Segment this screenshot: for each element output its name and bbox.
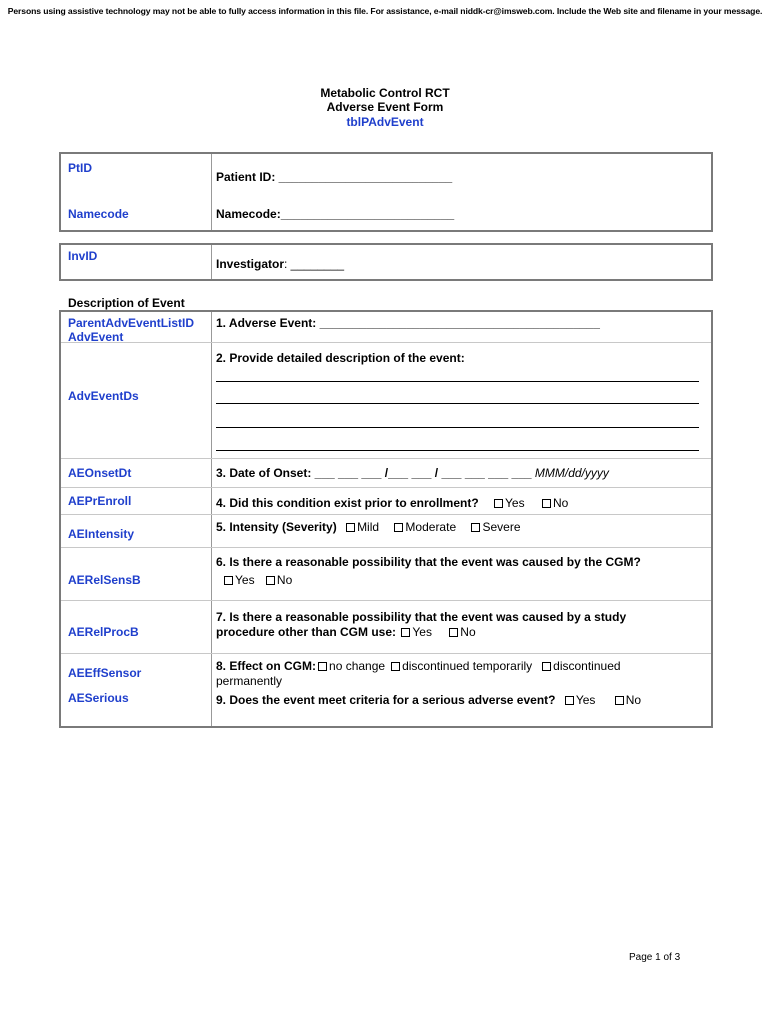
field-ptid: PtID	[68, 161, 92, 175]
field-adveventds: AdvEventDs	[68, 389, 139, 403]
page-number: Page 1 of 3	[629, 952, 681, 963]
checkbox-discontinued-temporarily[interactable]	[391, 662, 400, 671]
checkbox-no[interactable]	[615, 696, 624, 705]
checkbox-yes[interactable]	[224, 576, 233, 585]
accessibility-notice: Persons using assistive technology may not be able to fully access information in this file. For assistance, e-mail niddk-cr@imsweb.com. Include the Web site and filename in your message.	[7, 6, 763, 16]
row-separator	[61, 458, 711, 459]
column-divider	[211, 312, 212, 726]
answer-line	[216, 427, 699, 428]
option-no: No	[625, 693, 642, 707]
checkbox-yes[interactable]	[494, 499, 503, 508]
investigator-blank: : ________	[284, 257, 345, 271]
row-separator	[61, 600, 711, 601]
namecode-question: Namecode:__________________________	[216, 207, 455, 221]
checkbox-severe[interactable]	[471, 523, 480, 532]
cgm-effect-continuation: permanently	[216, 674, 283, 688]
form-title: Metabolic Control RCT	[320, 86, 450, 100]
onset-date-question	[216, 466, 609, 480]
row-separator	[61, 653, 711, 654]
option-yes: Yes	[235, 573, 255, 587]
checkbox-no[interactable]	[542, 499, 551, 508]
checkbox-discontinued[interactable]	[542, 662, 551, 671]
option-no: No	[460, 625, 476, 639]
field-aeserious: AESerious	[68, 691, 129, 705]
form-subtitle: Adverse Event Form	[326, 100, 444, 114]
procedure-cause-question-cont	[216, 625, 476, 639]
field-parentadveventlistid: ParentAdvEventListID	[68, 316, 195, 330]
serious-event-question	[216, 693, 641, 707]
answer-line	[216, 450, 699, 451]
option-no: No	[276, 573, 293, 587]
field-invid: InvID	[68, 249, 98, 263]
procedure-cause-question: 7. Is there a reasonable possibility that the event was caused by a study	[216, 610, 627, 624]
cgm-effect-label: 8. Effect on CGM:	[216, 659, 317, 673]
intensity-question	[216, 520, 521, 534]
cgm-effect-question	[216, 659, 621, 673]
option-discontinued-temporarily: discontinued temporarily	[402, 659, 533, 673]
option-mild: Mild	[357, 520, 380, 534]
adverse-event-question: 1. Adverse Event: __________________________________________	[216, 316, 600, 330]
serious-event-label: 9. Does the event meet criteria for a serious adverse event?	[216, 693, 556, 707]
prior-condition-label: 4. Did this condition exist prior to enrollment?	[216, 496, 479, 510]
checkbox-no[interactable]	[266, 576, 275, 585]
row-separator	[61, 342, 711, 343]
option-severe: Severe	[482, 520, 521, 534]
table-name: tblPAdvEvent	[346, 115, 424, 129]
date-format: MMM/dd/yyyy	[534, 466, 609, 480]
checkbox-no[interactable]	[449, 628, 458, 637]
field-aerelprocb: AERelProcB	[68, 625, 139, 639]
investigator-question	[216, 257, 344, 271]
onset-date-label: 3. Date of Onset: ___ ___ ___ /___ ___ / ___ ___ ___ ___	[216, 466, 532, 480]
section-label: Description of Event	[68, 296, 185, 310]
cgm-cause-question: 6. Is there a reasonable possibility that the event was caused by the CGM?	[216, 555, 641, 569]
cgm-cause-options	[218, 573, 292, 587]
description-question: 2. Provide detailed description of the event:	[216, 351, 465, 365]
answer-line	[216, 381, 699, 382]
option-yes: Yes	[505, 496, 525, 510]
investigator-box	[59, 243, 713, 281]
row-separator	[61, 547, 711, 548]
field-aeintensity: AEIntensity	[68, 527, 135, 541]
option-yes: Yes	[412, 625, 432, 639]
column-divider	[211, 154, 212, 230]
field-aeeffsensor: AEEffSensor	[68, 666, 142, 680]
option-no: No	[552, 496, 569, 510]
checkbox-yes[interactable]	[565, 696, 574, 705]
prior-condition-question	[216, 496, 568, 510]
option-discontinued: discontinued	[553, 659, 621, 673]
answer-line	[216, 403, 699, 404]
field-advevent: AdvEvent	[68, 330, 124, 344]
checkbox-mild[interactable]	[346, 523, 355, 532]
column-divider	[211, 245, 212, 279]
checkbox-yes[interactable]	[401, 628, 410, 637]
row-separator	[61, 514, 711, 515]
field-aeonsetdt: AEOnsetDt	[68, 466, 132, 480]
procedure-cause-label: procedure other than CGM use:	[216, 625, 397, 639]
option-no-change: no change	[329, 659, 386, 673]
field-aeprenroll: AEPrEnroll	[68, 494, 132, 508]
field-namecode: Namecode	[68, 207, 129, 221]
option-moderate: Moderate	[405, 520, 457, 534]
field-aerelsensb: AERelSensB	[68, 573, 141, 587]
intensity-label: 5. Intensity (Severity)	[216, 520, 337, 534]
investigator-label: Investigator	[216, 257, 285, 271]
option-yes: Yes	[575, 693, 596, 707]
checkbox-no-change[interactable]	[318, 662, 327, 671]
patient-id-question: Patient ID: __________________________	[216, 170, 453, 184]
row-separator	[61, 487, 711, 488]
checkbox-moderate[interactable]	[394, 523, 403, 532]
